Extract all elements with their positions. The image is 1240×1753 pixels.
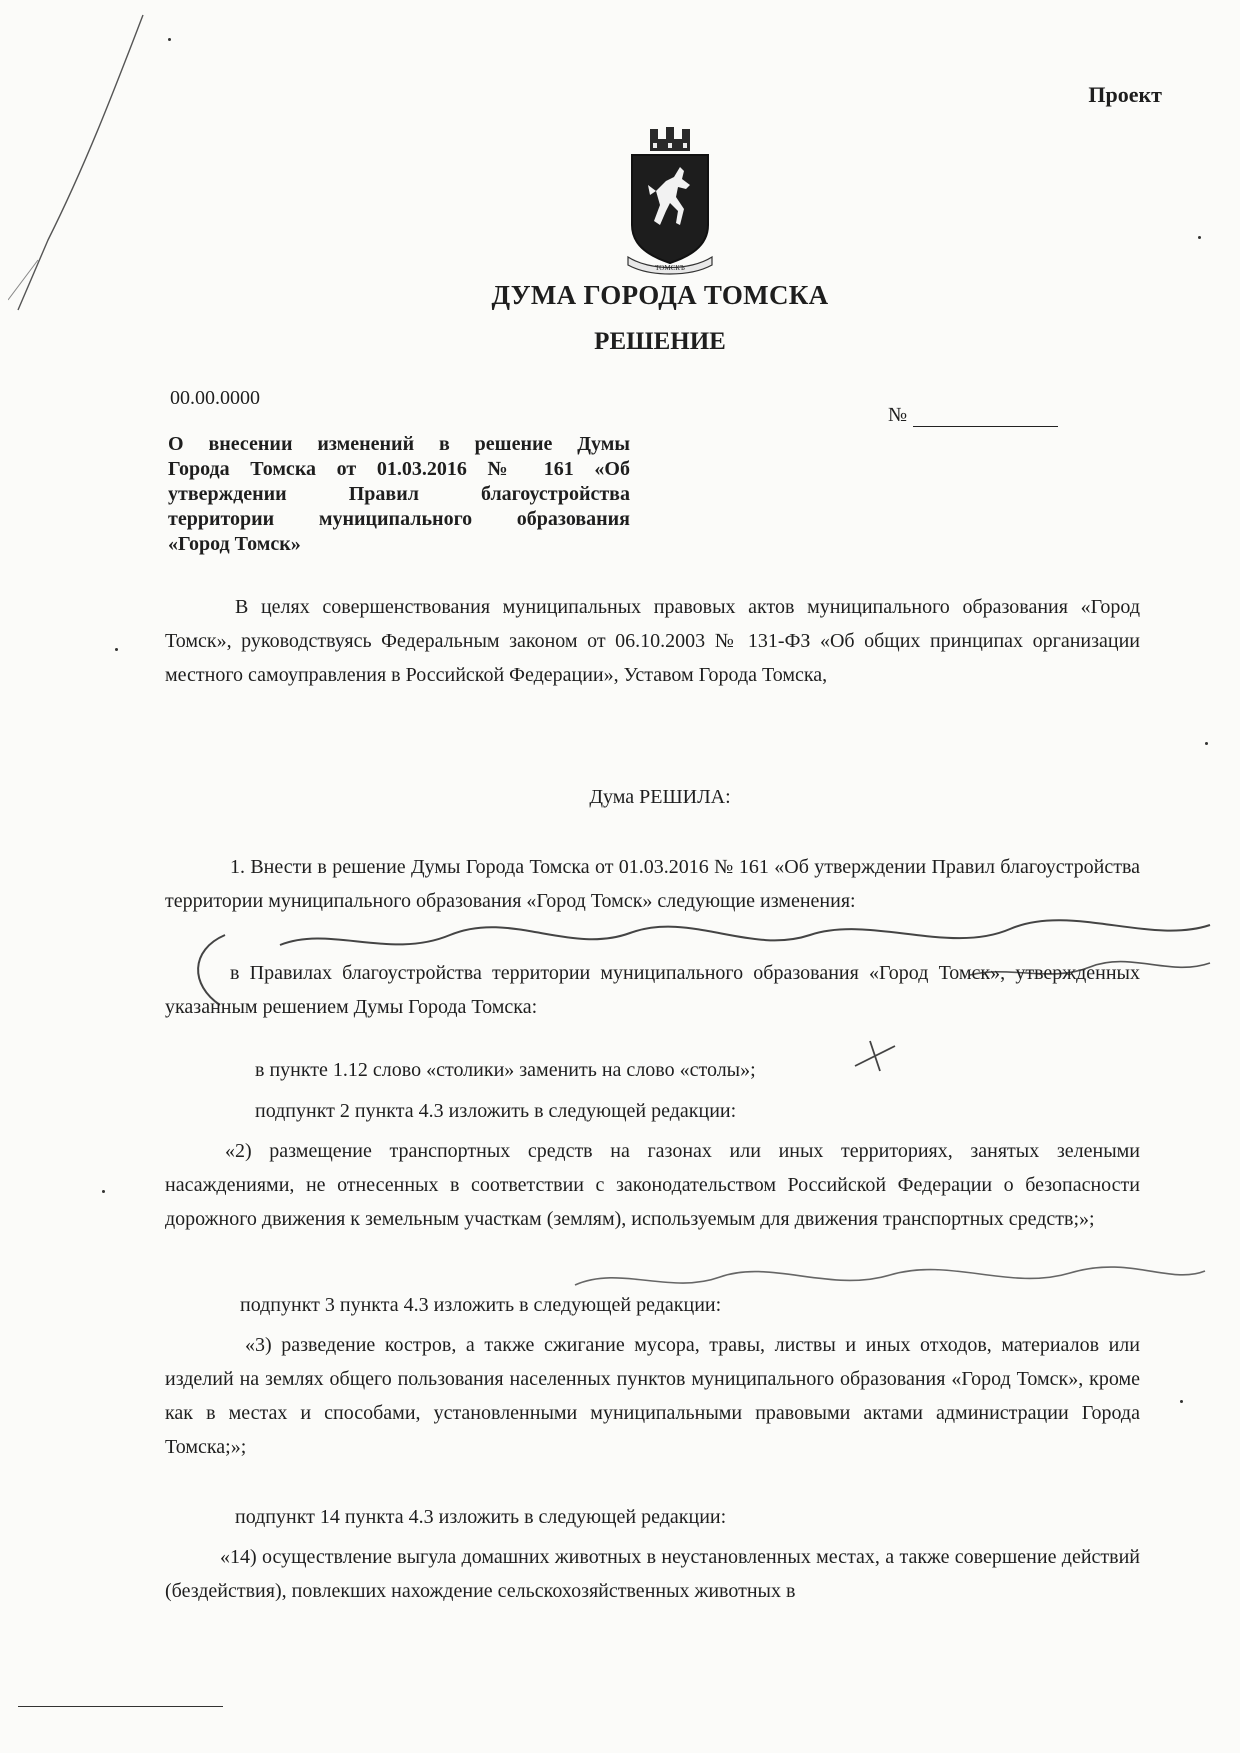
draft-label: Проект bbox=[1088, 82, 1162, 107]
scan-speck bbox=[168, 38, 171, 41]
subject-line: утверждении Правил благоустройства bbox=[168, 483, 630, 505]
subject-line: Города Томска от 01.03.2016 № 161 «Об bbox=[168, 458, 630, 480]
emblem-ribbon-text: ТОМСКЪ bbox=[655, 264, 685, 272]
handwritten-cross bbox=[850, 1036, 900, 1076]
page-title: ДУМА ГОРОДА ТОМСКА bbox=[491, 280, 829, 310]
decision-number bbox=[888, 404, 1058, 427]
item-b: подпункт 2 пункта 4.3 изложить в следующей редакции: bbox=[255, 1100, 737, 1122]
number-label: № bbox=[888, 404, 908, 426]
subject-line: О внесении изменений в решение Думы bbox=[168, 433, 630, 455]
paragraph-1-1: в Правилах благоустройства территории муниципального образования «Город Томск», утвержденных указанным решением Думы Города Томска: bbox=[165, 962, 1140, 1018]
paragraph-1: 1. Внести в решение Думы Города Томска от 01.03.2016 № 161 «Об утверждении Правил благоустройства территории муниципального образования «Город Томск» следующие изменения: bbox=[165, 856, 1140, 912]
item-c: подпункт 3 пункта 4.3 изложить в следующей редакции: bbox=[240, 1294, 722, 1316]
scan-speck bbox=[102, 1190, 105, 1193]
document-type: РЕШЕНИЕ bbox=[594, 328, 726, 355]
number-blank-line bbox=[913, 408, 1058, 427]
scan-speck bbox=[115, 648, 118, 651]
preamble-paragraph: В целях совершенствования муниципальных правовых актов муниципального образования «Город Томск», руководствуясь Федеральным законом от 06.10.2003 № 131-ФЗ «Об общих принципах организации местного самоуправления в Российской Федерации», Уставом Города Томска, bbox=[165, 596, 1140, 686]
item-a: в пункте 1.12 слово «столики» заменить на слово «столы»; bbox=[255, 1059, 756, 1081]
decision-date: 00.00.0000 bbox=[170, 387, 260, 409]
scan-speck bbox=[1205, 742, 1208, 745]
item-b-quote: «2) размещение транспортных средств на газонах или иных территориях, занятых зелеными насаждениями, не отнесенных в соответствии с законодательством Российской Федерации о безопасности дорожного движения к земельным участкам (землям), используемым для движения транспортных средств;»; bbox=[165, 1140, 1140, 1230]
decision-heading: Дума РЕШИЛА: bbox=[589, 786, 731, 808]
subject-line: территории муниципального образования bbox=[168, 508, 630, 530]
item-d-quote: «14) осуществление выгула домашних животных в неустановленных местах, а также совершение действий (бездействия), повлекших нахождение сельскохозяйственных животных в bbox=[165, 1546, 1140, 1602]
tomsk-coat-of-arms-icon bbox=[620, 125, 720, 275]
subject-line: «Город Томск» bbox=[168, 533, 301, 555]
scan-speck bbox=[1198, 236, 1201, 239]
scan-speck bbox=[1180, 1400, 1183, 1403]
item-c-quote: «3) разведение костров, а также сжигание мусора, травы, листвы и иных отходов, материалов или изделий на землях общего пользования населенных пунктов муниципального образования «Город Томск», кроме как в местах и способами, установленными муниципальными правовыми актами администрации Города Томска;»; bbox=[165, 1334, 1140, 1458]
item-d: подпункт 14 пункта 4.3 изложить в следующей редакции: bbox=[235, 1506, 727, 1528]
footer-rule bbox=[18, 1706, 223, 1707]
decision-subject bbox=[168, 432, 630, 557]
